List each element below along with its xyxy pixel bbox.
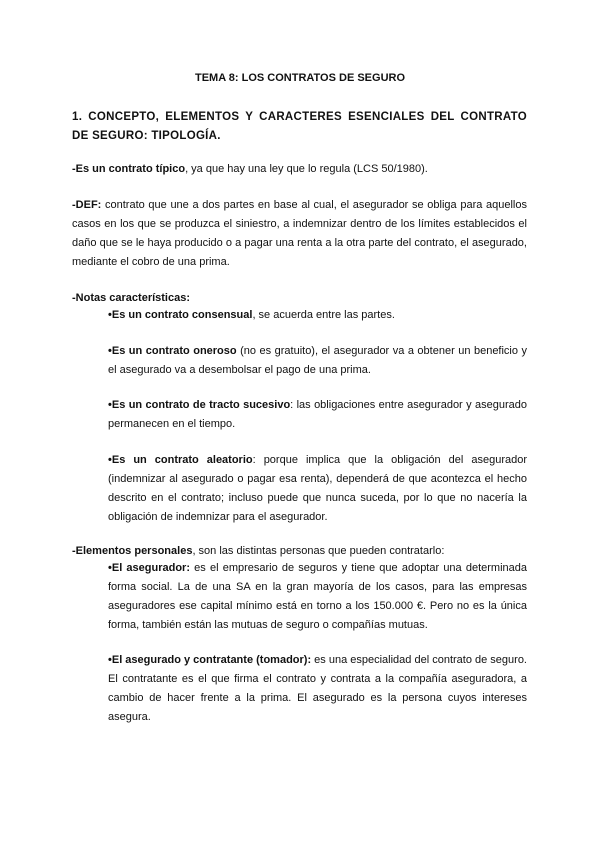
elemento-item-asegurador <box>108 559 527 635</box>
def-bold: -DEF: <box>72 199 102 211</box>
elemento-item-bold: •El asegurado y contratante (tomador): <box>108 654 312 666</box>
nota-item-aleatorio <box>108 451 527 527</box>
elemento-item-bold: •El asegurador: <box>108 562 190 574</box>
nota-item-text: : las obligaciones entre asegurador y asegurado permanecen en el tiempo. <box>108 399 527 430</box>
document-title: TEMA 8: LOS CONTRATOS DE SEGURO <box>194 72 406 84</box>
nota-item-text: (no es gratuito), el asegurador va a obtener un beneficio y el asegurado va a desembolsar el pago de una prima. <box>108 345 527 376</box>
section-heading: 1. CONCEPTO, ELEMENTOS Y CARACTERES ESENCIALES DEL CONTRATO DE SEGURO: TIPOLOGÍA. <box>72 111 527 142</box>
nota-item-consensual <box>108 306 527 325</box>
nota-item-oneroso <box>108 342 527 380</box>
tipico-text: , ya que hay una ley que lo regula (LCS 50/1980). <box>185 163 428 175</box>
nota-item-text: : porque implica que la obligación del asegurador (indemnizar al asegurado o pagar esa renta), dependerá de que acontezca el hecho descrito en el contrato; incluso puede que nunca suceda, por lo que no nacería la obligación de indemnizar para el asegurador. <box>108 454 527 523</box>
nota-item-bold: •Es un contrato consensual <box>108 309 253 321</box>
notas-heading-text: -Notas características: <box>72 292 191 304</box>
nota-item-bold: •Es un contrato oneroso <box>108 345 237 357</box>
paragraph-definition <box>72 196 527 272</box>
nota-item-tracto-sucesivo <box>108 396 527 434</box>
elemento-item-text: es el empresario de seguros y tiene que adoptar una determinada forma social. La de una SA en la gran mayoría de los casos, para las empresas aseguradores ese capital mínimo está en torno a los 150.000 €. Pero no es la única forma, también están las mutuas de seguro o compañías mutuas. <box>108 562 527 631</box>
def-text: contrato que une a dos partes en base al cual, el asegurador se obliga para aquellos casos en los que se produzca el siniestro, a indemnizar dentro de los límites establecidos el daño que se le haya producido o a pagar una renta a la otra parte del contrato, el asegurado, mediante el cobro de una prima. <box>72 199 527 268</box>
paragraph-tipico <box>72 160 527 179</box>
tipico-bold: -Es un contrato típico <box>72 163 186 175</box>
elemento-item-text: es una especialidad del contrato de seguro. El contratante es el que firma el contrato y contrata a la compañía aseguradora, a cambio de hacer frente a la prima. El asegurado es la persona cuyos intereses asegura. <box>108 654 527 723</box>
elementos-bold: -Elementos personales <box>72 545 193 557</box>
elementos-text: , son las distintas personas que pueden contratarlo: <box>192 545 445 557</box>
elemento-item-asegurado <box>108 651 527 727</box>
nota-item-text: , se acuerda entre las partes. <box>252 309 395 321</box>
nota-item-bold: •Es un contrato de tracto sucesivo <box>108 399 291 411</box>
nota-item-bold: •Es un contrato aleatorio <box>108 454 253 466</box>
